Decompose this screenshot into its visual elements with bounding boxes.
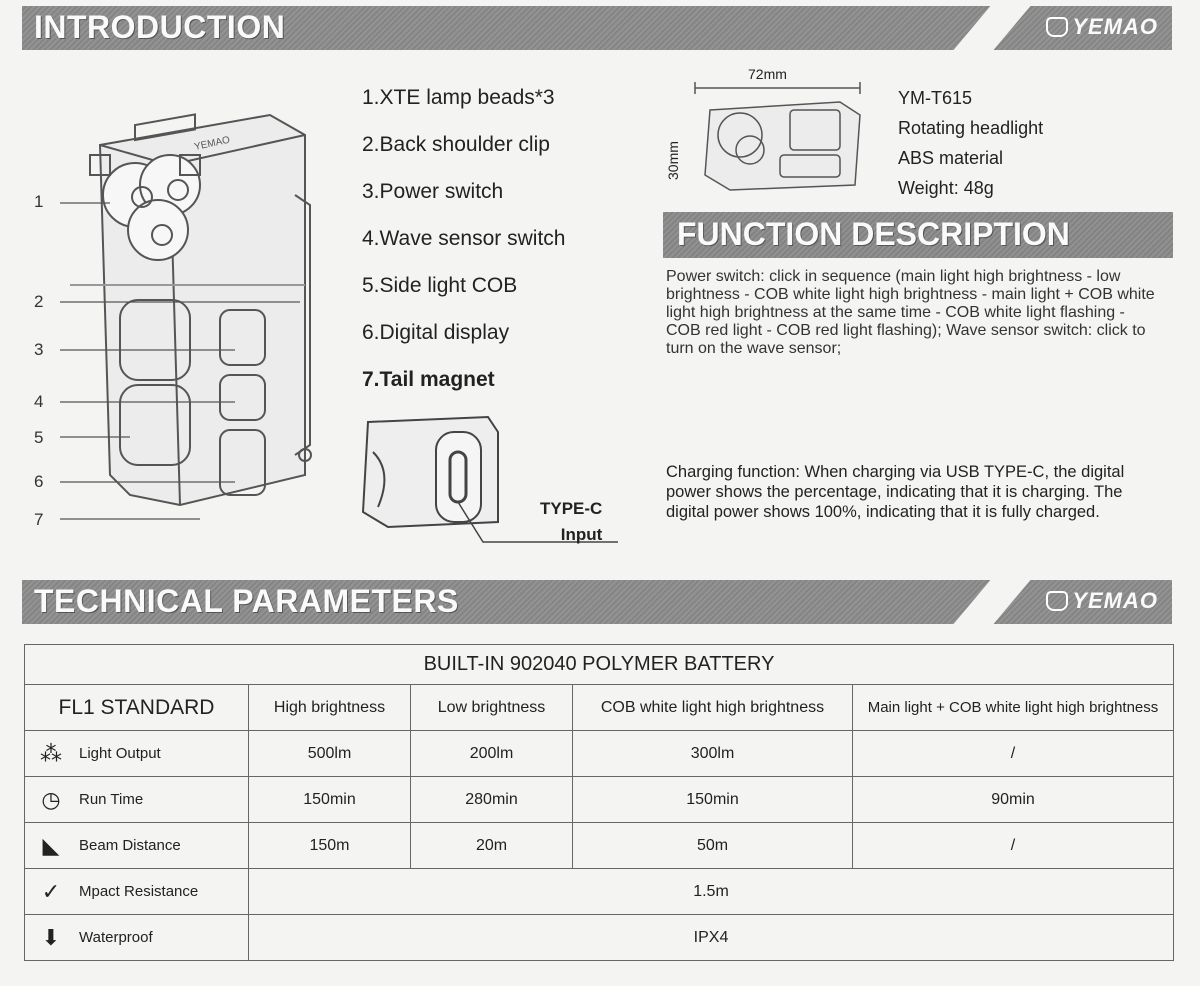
table-cell: 150min	[573, 777, 853, 823]
battery-header: BUILT-IN 902040 POLYMER BATTERY	[25, 645, 1174, 685]
feature-item: 7.Tail magnet	[362, 368, 495, 391]
waterproof-icon: ⬇	[41, 924, 61, 950]
dimension-drawing	[690, 80, 880, 200]
weight: Weight: 48g	[898, 178, 994, 198]
table-cell: /	[853, 823, 1174, 869]
function-banner	[663, 212, 1173, 258]
table-cell: 200lm	[411, 731, 573, 777]
table-cell: 50m	[573, 823, 853, 869]
standard-header: FL1 STANDARD	[25, 685, 249, 731]
beam-icon: ◣	[42, 832, 60, 858]
feature-item: 5.Side light COB	[362, 274, 518, 297]
headlight-illustration	[50, 95, 350, 535]
impact-icon: ✓	[41, 878, 61, 904]
table-row: ⬇ Waterproof IPX4	[25, 915, 1174, 961]
feature-item: 3.Power switch	[362, 180, 504, 203]
callout-6: 6	[34, 472, 44, 491]
table-row: ◣ Beam Distance 150m 20m 50m /	[25, 823, 1174, 869]
feature-list	[362, 86, 565, 415]
callout-1: 1	[34, 192, 44, 211]
table-row: ⁂ Light Output 500lm 200lm 300lm /	[25, 731, 1174, 777]
table-cell: 500lm	[249, 731, 411, 777]
table-cell: 20m	[411, 823, 573, 869]
function-title: FUNCTION DESCRIPTION	[677, 216, 1070, 252]
feature-item: 4.Wave sensor switch	[362, 227, 566, 250]
table-cell: 1.5m	[249, 869, 1174, 915]
callout-3: 3	[34, 340, 44, 359]
introduction-banner	[22, 6, 1172, 50]
technical-title: TECHNICAL PARAMETERS	[34, 583, 459, 619]
feature-item: 1.XTE lamp beads*3	[362, 86, 555, 109]
column-header: Low brightness	[411, 685, 573, 731]
spec-list	[898, 88, 1043, 208]
introduction-title: INTRODUCTION	[34, 9, 286, 45]
type-c-label: TYPE-C Input	[540, 499, 603, 544]
height-dimension: 30mm	[665, 141, 681, 180]
brand-logo: YEMAO	[1046, 588, 1158, 614]
table-row: ◷ Run Time 150min 280min 150min 90min	[25, 777, 1174, 823]
product-type: Rotating headlight	[898, 118, 1044, 138]
model-number: YM-T615	[898, 88, 973, 108]
technical-parameters-table	[24, 644, 1174, 961]
column-header: COB white light high brightness	[573, 685, 853, 731]
table-cell: 150m	[249, 823, 411, 869]
table-cell: IPX4	[249, 915, 1174, 961]
light-output-icon: ⁂	[40, 740, 62, 766]
technical-banner	[22, 580, 1172, 624]
callout-7: 7	[34, 510, 44, 529]
charging-description: Charging function: When charging via USB TYPE-C, the digital power shows the percentage, indicating that it is charging. The digital power shows 100%, indicating that it is fully charged.	[666, 463, 1125, 521]
svg-text:YEMAO: YEMAO	[193, 134, 231, 153]
callout-5: 5	[34, 428, 44, 447]
function-description: Power switch: click in sequence (main light high brightness - low brightness - COB white light high brightness - main light + COB white light high brightness at the same time - COB white light flashing - COB red light - COB red light flashing); Wave sensor switch: click to turn on the wave sensor;	[666, 268, 1155, 357]
callout-2: 2	[34, 292, 44, 311]
table-cell: 300lm	[573, 731, 853, 777]
column-header: High brightness	[249, 685, 411, 731]
cat-logo-icon	[1046, 17, 1068, 37]
brand-logo: YEMAO	[1046, 14, 1158, 40]
feature-item: 6.Digital display	[362, 321, 510, 344]
width-dimension: 72mm	[748, 66, 787, 82]
clock-icon: ◷	[41, 786, 61, 812]
feature-item: 2.Back shoulder clip	[362, 133, 550, 156]
table-cell: /	[853, 731, 1174, 777]
cat-logo-icon	[1046, 591, 1068, 611]
column-header: Main light + COB white light high brightness	[853, 685, 1174, 731]
table-cell: 150min	[249, 777, 411, 823]
table-row: ✓ Mpact Resistance 1.5m	[25, 869, 1174, 915]
material: ABS material	[898, 148, 1004, 168]
callout-4: 4	[34, 392, 44, 411]
table-cell: 90min	[853, 777, 1174, 823]
table-cell: 280min	[411, 777, 573, 823]
